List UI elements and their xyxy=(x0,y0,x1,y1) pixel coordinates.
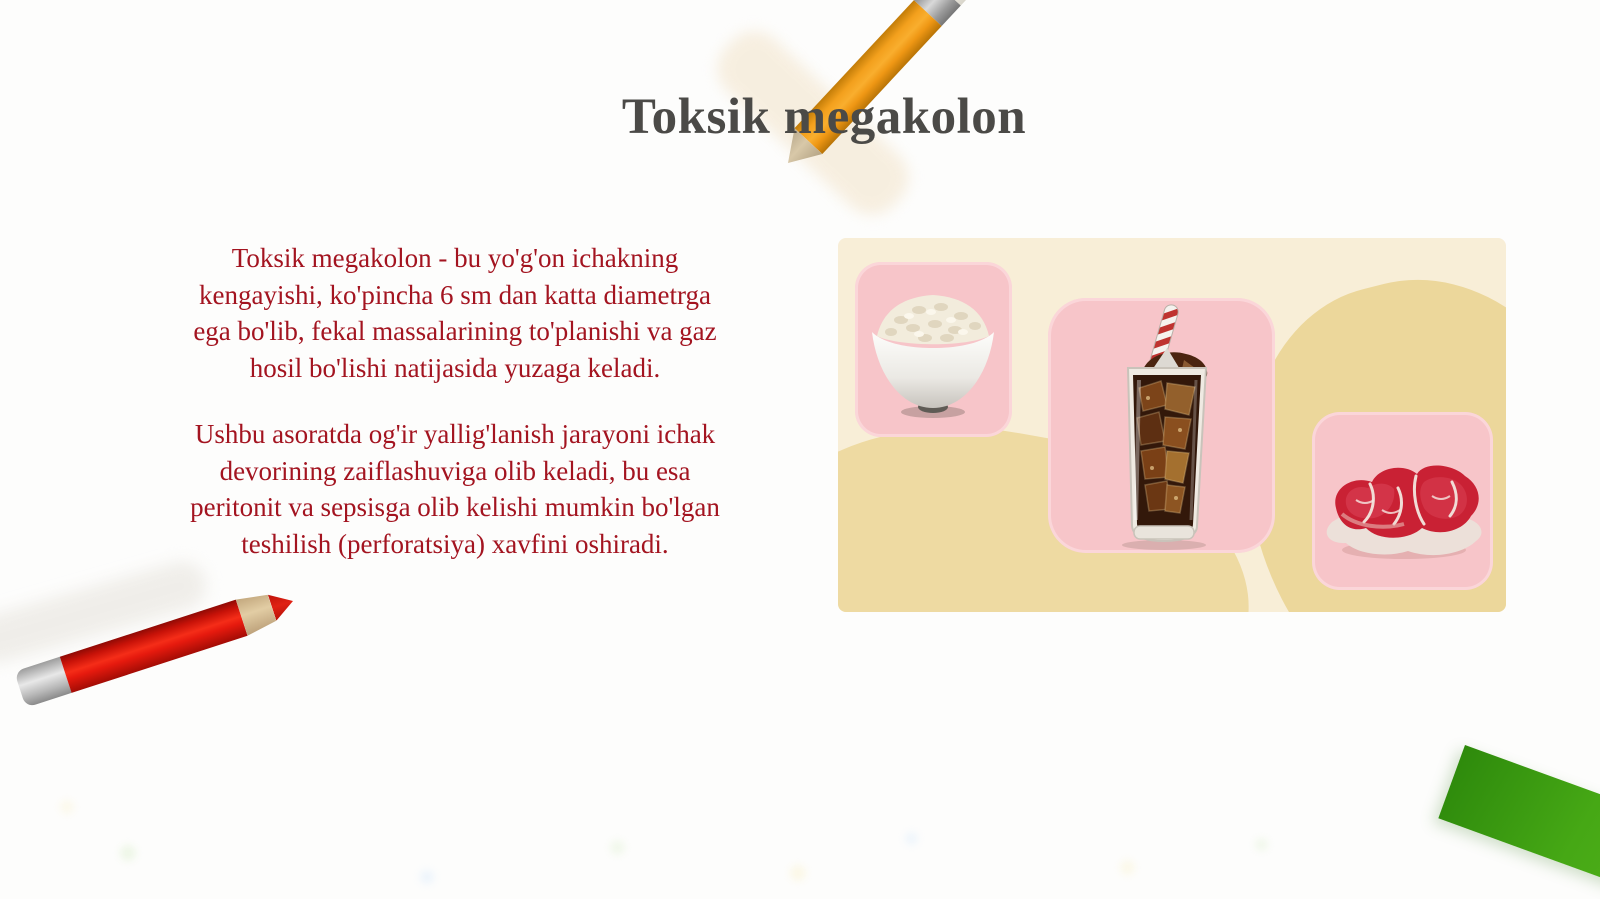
text-line: ega bo'lib, fekal massalarining to'planishi va gaz xyxy=(193,316,717,346)
cola-glass-card xyxy=(1048,298,1275,553)
illustration-panel xyxy=(838,238,1506,612)
text-line: Toksik megakolon - bu yo'g'on ichakning xyxy=(231,243,679,273)
confetti-speckle xyxy=(610,840,625,855)
body-text xyxy=(85,240,825,562)
raw-meat-card xyxy=(1312,412,1493,590)
consequence-paragraph xyxy=(85,416,825,562)
confetti-speckle xyxy=(120,845,136,861)
text-line: hosil bo'lishi natijasida yuzaga keladi. xyxy=(249,352,661,383)
confetti-speckle xyxy=(905,832,918,845)
confetti-speckle xyxy=(420,870,434,884)
rice-bowl-image xyxy=(855,262,1012,437)
text-line: devorining zaiflashuviga olib keladi, bu esa xyxy=(219,455,691,486)
slide-title: Toksik megakolon xyxy=(621,89,1027,146)
green-ribbon-shape xyxy=(1438,745,1600,899)
raw-meat-image xyxy=(1312,412,1493,590)
confetti-speckle xyxy=(790,865,806,881)
confetti-speckle xyxy=(1120,860,1135,875)
confetti-speckle xyxy=(60,800,74,814)
intro-paragraph xyxy=(85,240,825,386)
text-line: kengayishi, ko'pincha 6 sm dan katta diametrga xyxy=(199,279,711,310)
text-line: Ushbu asoratda og'ir yallig'lanish jarayoni ichak xyxy=(194,419,716,449)
text-line: peritonit va sepsisga olib kelishi mumkin bo'lgan xyxy=(190,492,720,522)
confetti-speckle xyxy=(1255,838,1268,851)
text-line: teshilish (perforatsiya) xavfini oshiradi. xyxy=(241,528,669,559)
rice-bowl-card xyxy=(855,262,1012,437)
cola-glass-image xyxy=(1048,298,1275,553)
